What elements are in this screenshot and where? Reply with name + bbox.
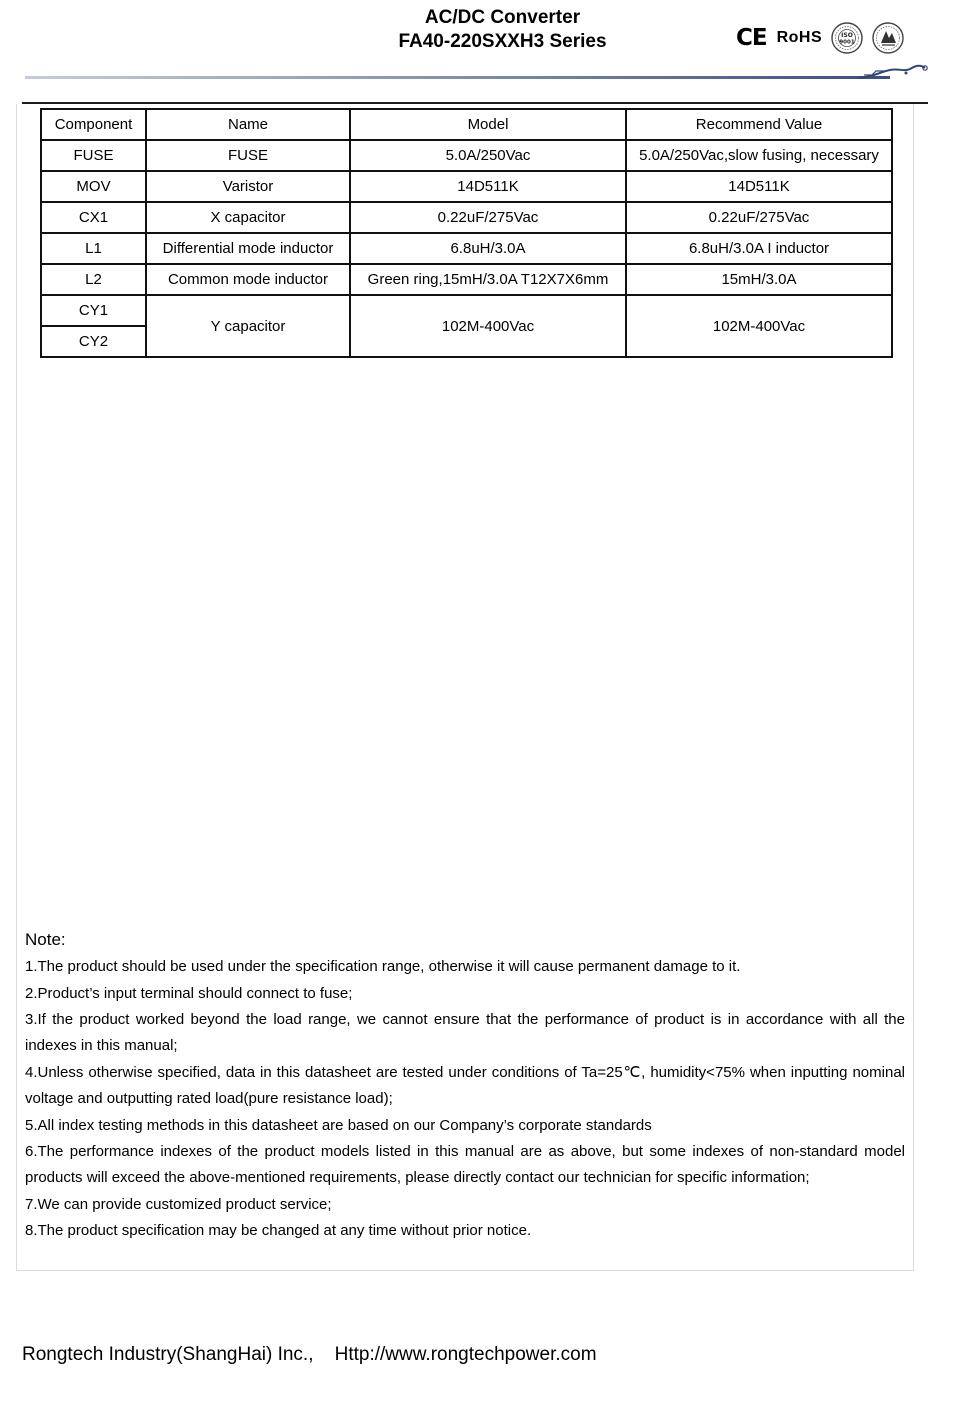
recommend-value-cell: 102M-400Vac [626,295,892,357]
note-item: 4.Unless otherwise specified, data in this datasheet are tested under conditions of Ta=25℃, humidity<75% when inputting nominal voltage and outputting rated load(pure resistance load); [25,1064,905,1108]
column-header: Component [41,109,146,140]
page-footer [22,1344,597,1366]
column-header: Name [146,109,350,140]
component-cell: L2 [41,264,146,295]
note-item: 2.Product’s input terminal should connect to fuse; [25,985,353,1002]
name-cell: FUSE [146,140,350,171]
model-cell: 5.0A/250Vac [350,140,626,171]
recommend-value-cell: 15mH/3.0A [626,264,892,295]
notes-heading: Note: [25,930,66,949]
table-row [41,233,892,264]
model-cell: Green ring,15mH/3.0A T12X7X6mm [350,264,626,295]
header-rule [25,76,890,79]
svg-text:9001: 9001 [839,39,855,46]
series-title: FA40-220SXXH3 Series [398,31,607,52]
column-header: Model [350,109,626,140]
name-cell: X capacitor [146,202,350,233]
table-row [41,295,892,326]
svg-text:ISO: ISO [841,32,853,39]
table-row [41,264,892,295]
model-cell: 102M-400Vac [350,295,626,357]
company-website: Http://www.rongtechpower.com [334,1344,597,1365]
column-header: Recommend Value [626,109,892,140]
component-cell: L1 [41,233,146,264]
component-cell: CY2 [41,326,146,357]
model-cell: 0.22uF/275Vac [350,202,626,233]
component-cell: CY1 [41,295,146,326]
iso-9001-seal-icon [831,22,863,54]
note-item: 6.The performance indexes of the product models listed in this manual are as above, but some indexes of non-standard model products will exceed the above-mentioned requirements, please directly contact our technician for specific information; [25,1143,905,1187]
name-cell: Common mode inductor [146,264,350,295]
name-cell: Differential mode inductor [146,233,350,264]
rohs-mark: RoHS [776,29,823,46]
model-cell: 14D511K [350,171,626,202]
recommend-value-cell: 14D511K [626,171,892,202]
recommended-components-table [40,108,893,358]
recommend-value-cell: 6.8uH/3.0A I inductor [626,233,892,264]
component-cell: CX1 [41,202,146,233]
certification-marks [736,20,904,56]
note-item: 8.The product specification may be changed at any time without prior notice. [25,1222,532,1239]
model-cell: 6.8uH/3.0A [350,233,626,264]
table-row [41,140,892,171]
name-cell: Varistor [146,171,350,202]
certification-seal-icon [872,22,904,54]
name-cell: Y capacitor [146,295,350,357]
component-cell: MOV [41,171,146,202]
component-cell: FUSE [41,140,146,171]
recommend-value-cell: 5.0A/250Vac,slow fusing, necessary [626,140,892,171]
note-item: 7.We can provide customized product service; [25,1196,332,1213]
note-item: 1.The product should be used under the specification range, otherwise it will cause permanent damage to it. [25,958,741,975]
company-name: Rongtech Industry(ShangHai) Inc., [22,1344,314,1365]
recommend-value-cell: 0.22uF/275Vac [626,202,892,233]
note-item: 3.If the product worked beyond the load range, we cannot ensure that the performance of product is in accordance with all the indexes in this manual; [25,1011,905,1055]
ce-mark: CE [736,25,767,51]
table-row [41,171,892,202]
table-row [41,202,892,233]
note-item: 5.All index testing methods in this datasheet are based on our Company’s corporate standards [25,1117,652,1134]
brand-swoosh-icon [858,60,928,82]
document-title: AC/DC Converter [424,7,581,28]
table-header-row [41,109,892,140]
